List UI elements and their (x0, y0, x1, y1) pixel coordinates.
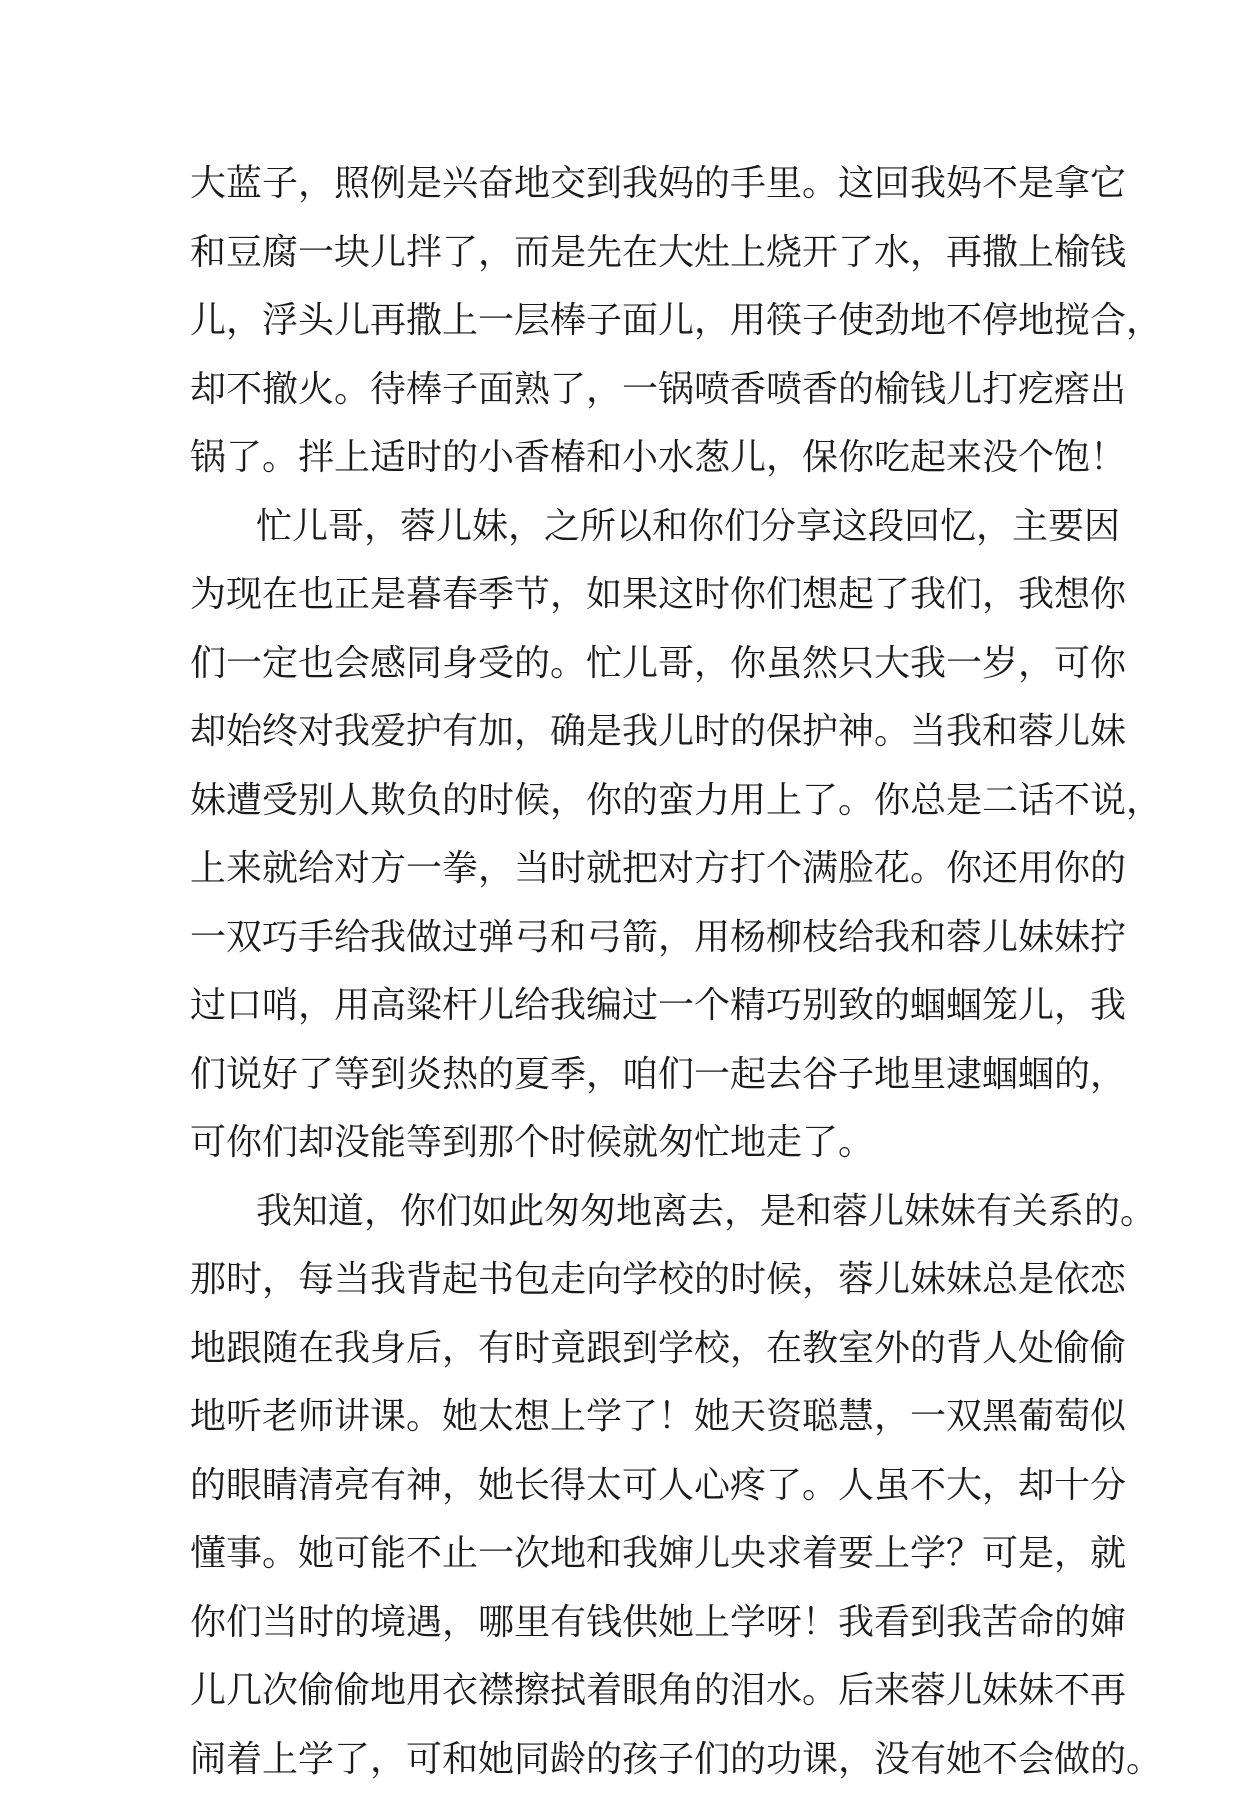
text-line: 和豆腐一块儿拌了，而是先在大灶上烧开了水，再撒上榆钱 (190, 219, 1060, 288)
text-line: 却始终对我爱护有加，确是我儿时的保护神。当我和蓉儿妹 (190, 698, 1060, 767)
text-line: 大蓝子，照例是兴奋地交到我妈的手里。这回我妈不是拿它 (190, 150, 1060, 219)
paragraph-start-line: 忙儿哥，蓉儿妹，之所以和你们分享这段回忆，主要因 (190, 493, 1060, 562)
text-line: 却不撤火。待棒子面熟了，一锅喷香喷香的榆钱儿打疙瘩出 (190, 356, 1060, 425)
paragraph-start-line: 我知道，你们如此匆匆地离去，是和蓉儿妹妹有关系的。 (190, 1178, 1060, 1247)
text-line: 锅了。拌上适时的小香椿和小水葱儿，保你吃起来没个饱！ (190, 424, 1060, 493)
text-line: 过口哨，用高粱杆儿给我编过一个精巧别致的蝈蝈笼儿，我 (190, 972, 1060, 1041)
text-line: 可你们却没能等到那个时候就匆忙地走了。 (190, 1109, 1060, 1178)
body-text (190, 150, 1060, 1794)
text-line: 地跟随在我身后，有时竟跟到学校，在教室外的背人处偷偷 (190, 1315, 1060, 1384)
text-line: 上来就给对方一拳，当时就把对方打个满脸花。你还用你的 (190, 835, 1060, 904)
text-line: 一双巧手给我做过弹弓和弓箭，用杨柳枝给我和蓉儿妹妹拧 (190, 904, 1060, 973)
text-line: 们说好了等到炎热的夏季，咱们一起去谷子地里逮蝈蝈的， (190, 1041, 1060, 1110)
text-line: 懂事。她可能不止一次地和我婶儿央求着要上学？可是，就 (190, 1520, 1060, 1589)
text-line: 那时，每当我背起书包走向学校的时候，蓉儿妹妹总是依恋 (190, 1246, 1060, 1315)
text-line: 儿几次偷偷地用衣襟擦拭着眼角的泪水。后来蓉儿妹妹不再 (190, 1657, 1060, 1726)
text-line: 们一定也会感同身受的。忙儿哥，你虽然只大我一岁，可你 (190, 630, 1060, 699)
text-line: 地听老师讲课。她太想上学了！她天资聪慧，一双黑葡萄似 (190, 1383, 1060, 1452)
text-line: 妹遭受别人欺负的时候，你的蛮力用上了。你总是二话不说， (190, 767, 1060, 836)
text-line: 闹着上学了，可和她同龄的孩子们的功课，没有她不会做的。 (190, 1726, 1060, 1794)
text-line: 儿，浮头儿再撒上一层棒子面儿，用筷子使劲地不停地搅合， (190, 287, 1060, 356)
text-line: 你们当时的境遇，哪里有钱供她上学呀！我看到我苦命的婶 (190, 1589, 1060, 1658)
text-line: 的眼睛清亮有神，她长得太可人心疼了。人虽不大，却十分 (190, 1452, 1060, 1521)
text-line: 为现在也正是暮春季节，如果这时你们想起了我们，我想你 (190, 561, 1060, 630)
